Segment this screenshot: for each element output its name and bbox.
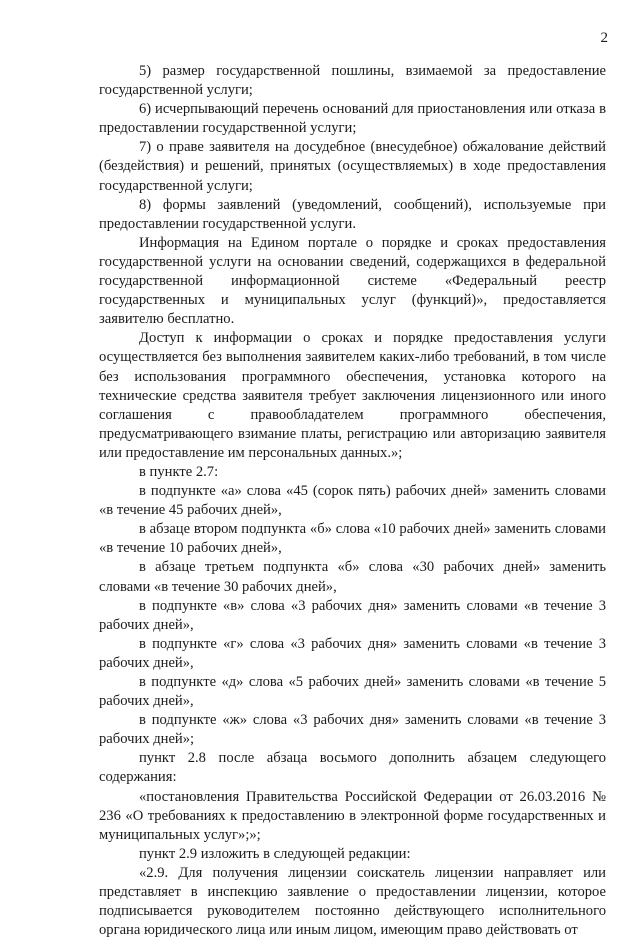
paragraph-subclause-d: в подпункте «д» слова «5 рабочих дней» заменить словами «в течение 5 рабочих дней», bbox=[99, 674, 606, 710]
paragraph-subclause-zh: в подпункте «ж» слова «3 рабочих дня» заменить словами «в течение 3 рабочих дней»; bbox=[99, 712, 606, 748]
paragraph-subclause-b-2: в абзаце втором подпункта «б» слова «10 рабочих дней» заменить словами «в течение 10 рабочих дней», bbox=[99, 521, 606, 557]
page-number: 2 bbox=[600, 30, 608, 46]
paragraph-resolution-quote: «постановления Правительства Российской Федерации от 26.03.2016 № 236 «О требованиях к предоставлению в электронной форме государственных и муниципальных услуг»;»; bbox=[99, 788, 606, 843]
paragraph-clause-2-8: пункт 2.8 после абзаца восьмого дополнить абзацем следующего содержания: bbox=[99, 750, 606, 786]
paragraph-portal-info: Информация на Едином портале о порядке и сроках предоставления государственной услуги на основании сведений, содержащихся в федеральной государственной информационной системе «Федеральный реестр государственных и муниципальных услуг (функций)», предоставляется заявителю бесплатно. bbox=[99, 234, 606, 328]
paragraph-item-8: 8) формы заявлений (уведомлений, сообщений), используемые при предоставлении государственной услуги. bbox=[99, 196, 606, 232]
paragraph-subclause-g: в подпункте «г» слова «3 рабочих дня» заменить словами «в течение 3 рабочих дней», bbox=[99, 635, 606, 671]
paragraph-clause-2-9: пункт 2.9 изложить в следующей редакции: bbox=[139, 845, 411, 862]
paragraph-subclause-b-3: в абзаце третьем подпункта «б» слова «30 рабочих дней» заменить словами «в течение 30 рабочих дней», bbox=[99, 559, 606, 595]
paragraph-item-6: 6) исчерпывающий перечень оснований для приостановления или отказа в предоставлении государственной услуги; bbox=[99, 101, 606, 137]
paragraph-subclause-v: в подпункте «в» слова «3 рабочих дня» заменить словами «в течение 3 рабочих дней», bbox=[99, 597, 606, 633]
paragraph-subclause-a: в подпункте «а» слова «45 (сорок пять) рабочих дней» заменить словами «в течение 45 рабочих дней», bbox=[99, 483, 606, 519]
paragraph-clause-2-7: в пункте 2.7: bbox=[139, 463, 219, 480]
paragraph-item-7: 7) о праве заявителя на досудебное (внесудебное) обжалование действий (бездействия) и решений, принятых (осуществляемых) в ходе предоставления государственной услуги; bbox=[99, 139, 606, 194]
document-body bbox=[99, 62, 606, 940]
paragraph-access-info: Доступ к информации о сроках и порядке предоставления услуги осуществляется без выполнения заявителем каких-либо требований, в том числе без использования программного обеспечения, установка которого на технические средства заявителя требует заключения лицензионного или иного соглашения с правообладателем программного обеспечения, предусматривающего взимание платы, регистрацию или авторизацию заявителя или предоставление им персональных данных.»; bbox=[99, 330, 606, 461]
paragraph-item-5: 5) размер государственной пошлины, взимаемой за предоставление государственной услуги; bbox=[99, 63, 606, 99]
paragraph-clause-2-9-text: «2.9. Для получения лицензии соискатель лицензии направляет или представляет в инспекцию заявление о предоставлении лицензии, которое подписывается руководителем постоянно действующего исполнительного органа юридического лица или иным лицом, имеющим право действовать от bbox=[99, 864, 606, 939]
